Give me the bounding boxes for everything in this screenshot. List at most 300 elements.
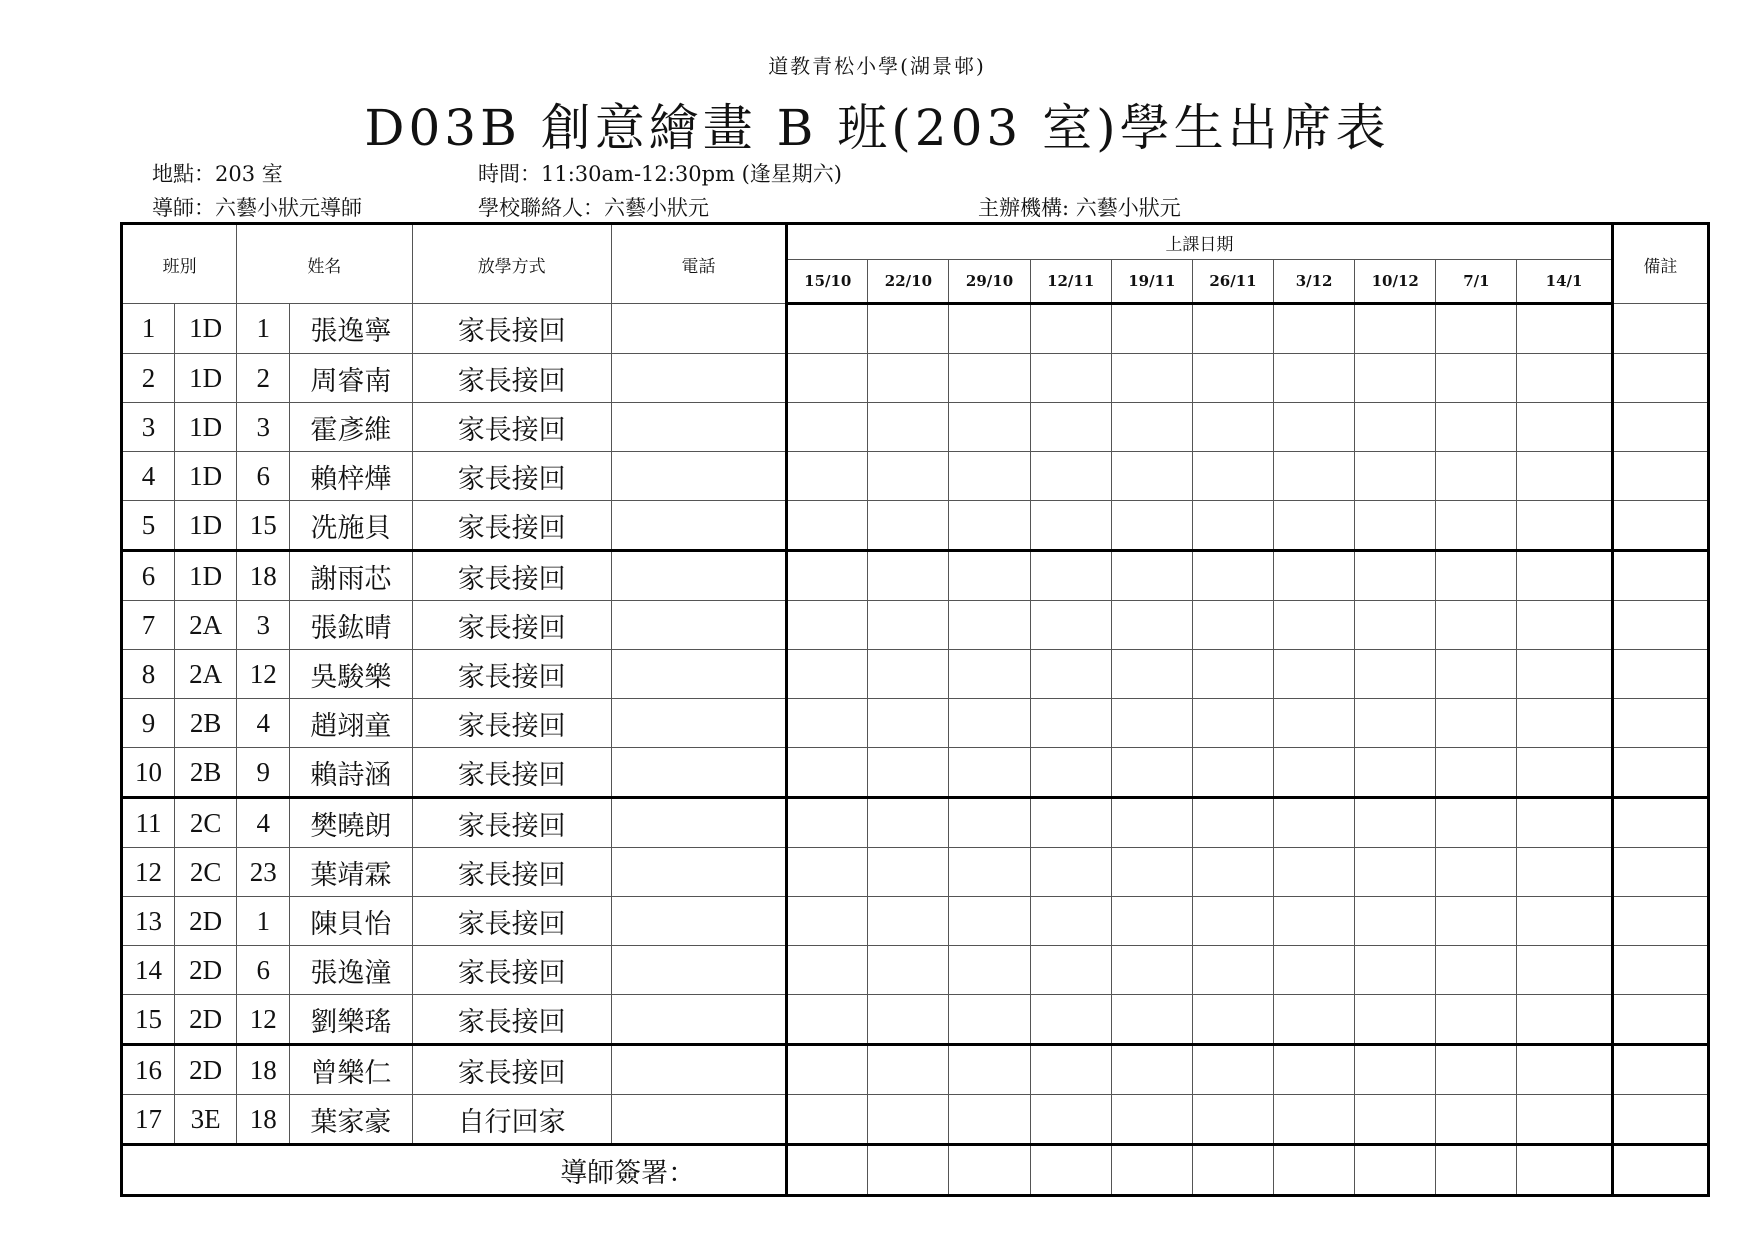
dismissal-cell: 家長接回 [412, 403, 611, 452]
phone-cell[interactable] [611, 946, 786, 995]
attendance-cell[interactable] [868, 848, 949, 897]
phone-cell[interactable] [611, 601, 786, 650]
attendance-cell[interactable] [1030, 1095, 1111, 1145]
attendance-cell[interactable] [1030, 551, 1111, 601]
attendance-cell[interactable] [1030, 354, 1111, 403]
attendance-cell[interactable] [1355, 995, 1436, 1045]
class-number-cell: 3 [237, 403, 290, 452]
attendance-cell[interactable] [1517, 848, 1612, 897]
attendance-cell[interactable] [868, 304, 949, 354]
attendance-cell[interactable] [1274, 1095, 1355, 1145]
attendance-cell[interactable] [1111, 551, 1192, 601]
attendance-cell[interactable] [1355, 699, 1436, 748]
attendance-cell[interactable] [1192, 601, 1273, 650]
remarks-cell[interactable] [1612, 798, 1708, 848]
organizer-text: 主辦機構: 六藝小狀元 [978, 196, 1181, 220]
attendance-cell[interactable] [868, 897, 949, 946]
class-number-cell: 23 [237, 848, 290, 897]
attendance-cell[interactable] [949, 798, 1030, 848]
attendance-cell[interactable] [1517, 650, 1612, 699]
class-cell: 2D [175, 897, 237, 946]
attendance-cell[interactable] [787, 403, 868, 452]
attendance-cell[interactable] [1436, 699, 1517, 748]
phone-cell[interactable] [611, 403, 786, 452]
attendance-cell[interactable] [1355, 403, 1436, 452]
attendance-cell[interactable] [1030, 699, 1111, 748]
row-number: 2 [122, 354, 175, 403]
attendance-cell[interactable] [1436, 601, 1517, 650]
class-number-cell: 6 [237, 452, 290, 501]
class-number-cell: 1 [237, 897, 290, 946]
attendance-cell[interactable] [787, 748, 868, 798]
attendance-cell[interactable] [1274, 946, 1355, 995]
remarks-cell[interactable] [1612, 1095, 1708, 1145]
attendance-cell[interactable] [868, 501, 949, 551]
attendance-cell[interactable] [1030, 897, 1111, 946]
attendance-cell[interactable] [1111, 304, 1192, 354]
attendance-cell[interactable] [949, 1095, 1030, 1145]
attendance-cell[interactable] [1192, 798, 1273, 848]
attendance-cell[interactable] [949, 601, 1030, 650]
attendance-cell[interactable] [1274, 452, 1355, 501]
header-dismissal: 放學方式 [412, 224, 611, 304]
row-number: 3 [122, 403, 175, 452]
remarks-cell[interactable] [1612, 354, 1708, 403]
attendance-cell[interactable] [1111, 699, 1192, 748]
student-row [122, 501, 1709, 551]
attendance-cell[interactable] [787, 354, 868, 403]
attendance-cell[interactable] [1192, 304, 1273, 354]
attendance-cell[interactable] [1517, 946, 1612, 995]
attendance-cell[interactable] [1274, 699, 1355, 748]
remarks-cell[interactable] [1612, 304, 1708, 354]
attendance-cell[interactable] [1030, 403, 1111, 452]
student-name-cell: 曾樂仁 [290, 1045, 412, 1095]
attendance-cell[interactable] [787, 501, 868, 551]
row-number: 8 [122, 650, 175, 699]
phone-cell[interactable] [611, 452, 786, 501]
time-text: 時間：11:30am-12:30pm (逢星期六) [478, 162, 842, 186]
dismissal-cell: 家長接回 [412, 798, 611, 848]
student-name-cell: 謝雨芯 [290, 551, 412, 601]
attendance-cell[interactable] [1436, 403, 1517, 452]
attendance-cell[interactable] [1030, 748, 1111, 798]
header-class-dates: 上課日期 [787, 224, 1613, 260]
attendance-cell[interactable] [1192, 403, 1273, 452]
attendance-cell[interactable] [1436, 501, 1517, 551]
phone-cell[interactable] [611, 995, 786, 1045]
attendance-cell[interactable] [1030, 601, 1111, 650]
attendance-cell[interactable] [787, 1045, 868, 1095]
phone-cell[interactable] [611, 1045, 786, 1095]
attendance-cell[interactable] [1030, 452, 1111, 501]
phone-cell[interactable] [611, 304, 786, 354]
class-cell: 2D [175, 995, 237, 1045]
class-number-cell: 9 [237, 748, 290, 798]
attendance-cell[interactable] [787, 304, 868, 354]
attendance-cell[interactable] [949, 946, 1030, 995]
attendance-cell[interactable] [949, 354, 1030, 403]
attendance-cell[interactable] [1436, 551, 1517, 601]
attendance-cell[interactable] [868, 601, 949, 650]
attendance-cell[interactable] [949, 452, 1030, 501]
attendance-cell[interactable] [1436, 452, 1517, 501]
attendance-cell[interactable] [949, 897, 1030, 946]
signature-cell[interactable] [949, 1145, 1030, 1196]
attendance-cell[interactable] [1111, 995, 1192, 1045]
dismissal-cell: 家長接回 [412, 650, 611, 699]
attendance-cell[interactable] [1274, 601, 1355, 650]
class-cell: 1D [175, 403, 237, 452]
remarks-cell[interactable] [1612, 551, 1708, 601]
attendance-cell[interactable] [1192, 501, 1273, 551]
signature-cell[interactable] [1030, 1145, 1111, 1196]
class-number-cell: 2 [237, 354, 290, 403]
class-cell: 3E [175, 1095, 237, 1145]
row-number: 1 [122, 304, 175, 354]
attendance-cell[interactable] [1436, 897, 1517, 946]
attendance-cell[interactable] [1355, 452, 1436, 501]
attendance-cell[interactable] [1517, 304, 1612, 354]
attendance-cell[interactable] [868, 699, 949, 748]
attendance-cell[interactable] [787, 897, 868, 946]
attendance-cell[interactable] [1111, 601, 1192, 650]
attendance-cell[interactable] [1111, 452, 1192, 501]
attendance-cell[interactable] [1355, 748, 1436, 798]
student-name-cell: 樊曉朗 [290, 798, 412, 848]
dismissal-cell: 家長接回 [412, 452, 611, 501]
attendance-cell[interactable] [868, 452, 949, 501]
attendance-cell[interactable] [949, 501, 1030, 551]
class-cell: 2D [175, 946, 237, 995]
attendance-cell[interactable] [1192, 699, 1273, 748]
attendance-cell[interactable] [1274, 798, 1355, 848]
attendance-cell[interactable] [1355, 304, 1436, 354]
signature-remarks-cell[interactable] [1612, 1145, 1708, 1196]
attendance-cell[interactable] [787, 452, 868, 501]
attendance-cell[interactable] [1192, 995, 1273, 1045]
signature-row [122, 1145, 1709, 1196]
student-name-cell: 霍彥維 [290, 403, 412, 452]
attendance-cell[interactable] [787, 798, 868, 848]
student-row [122, 1095, 1709, 1145]
attendance-cell[interactable] [1517, 601, 1612, 650]
attendance-cell[interactable] [1436, 650, 1517, 699]
attendance-cell[interactable] [1111, 1095, 1192, 1145]
signature-cell[interactable] [868, 1145, 949, 1196]
header-name: 姓名 [237, 224, 412, 304]
row-number: 15 [122, 995, 175, 1045]
attendance-cell[interactable] [868, 1095, 949, 1145]
remarks-cell[interactable] [1612, 403, 1708, 452]
attendance-cell[interactable] [868, 1045, 949, 1095]
dismissal-cell: 自行回家 [412, 1095, 611, 1145]
attendance-cell[interactable] [1192, 1045, 1273, 1095]
attendance-cell[interactable] [868, 995, 949, 1045]
class-number-cell: 15 [237, 501, 290, 551]
student-name-cell: 陳貝怡 [290, 897, 412, 946]
attendance-cell[interactable] [1111, 354, 1192, 403]
attendance-cell[interactable] [949, 551, 1030, 601]
date-header: 12/11 [1030, 260, 1111, 304]
student-row [122, 748, 1709, 798]
attendance-cell[interactable] [787, 601, 868, 650]
student-name-cell: 賴梓燁 [290, 452, 412, 501]
row-number: 6 [122, 551, 175, 601]
attendance-cell[interactable] [1517, 897, 1612, 946]
phone-cell[interactable] [611, 354, 786, 403]
student-name-cell: 張逸寧 [290, 304, 412, 354]
student-name-cell: 吳駿樂 [290, 650, 412, 699]
attendance-cell[interactable] [1436, 798, 1517, 848]
attendance-cell[interactable] [787, 848, 868, 897]
attendance-cell[interactable] [1030, 946, 1111, 995]
attendance-cell[interactable] [1517, 748, 1612, 798]
attendance-cell[interactable] [1436, 748, 1517, 798]
student-row [122, 551, 1709, 601]
remarks-cell[interactable] [1612, 995, 1708, 1045]
remarks-cell[interactable] [1612, 897, 1708, 946]
phone-cell[interactable] [611, 551, 786, 601]
student-row [122, 848, 1709, 897]
attendance-cell[interactable] [1192, 1095, 1273, 1145]
attendance-cell[interactable] [1355, 848, 1436, 897]
remarks-cell[interactable] [1612, 748, 1708, 798]
student-name-cell: 趙翊童 [290, 699, 412, 748]
remarks-cell[interactable] [1612, 452, 1708, 501]
phone-cell[interactable] [611, 650, 786, 699]
attendance-cell[interactable] [1030, 304, 1111, 354]
attendance-cell[interactable] [1274, 1045, 1355, 1095]
attendance-cell[interactable] [949, 848, 1030, 897]
attendance-cell[interactable] [1517, 1095, 1612, 1145]
attendance-cell[interactable] [868, 650, 949, 699]
attendance-cell[interactable] [1436, 1045, 1517, 1095]
attendance-cell[interactable] [1111, 946, 1192, 995]
attendance-cell[interactable] [1517, 403, 1612, 452]
attendance-cell[interactable] [1355, 354, 1436, 403]
attendance-cell[interactable] [787, 946, 868, 995]
row-number: 9 [122, 699, 175, 748]
date-header: 10/12 [1355, 260, 1436, 304]
attendance-cell[interactable] [1517, 798, 1612, 848]
date-header: 3/12 [1274, 260, 1355, 304]
attendance-cell[interactable] [1274, 354, 1355, 403]
attendance-cell[interactable] [1355, 897, 1436, 946]
remarks-cell[interactable] [1612, 946, 1708, 995]
attendance-cell[interactable] [1517, 699, 1612, 748]
attendance-cell[interactable] [787, 1095, 868, 1145]
attendance-cell[interactable] [1111, 748, 1192, 798]
attendance-cell[interactable] [1192, 897, 1273, 946]
attendance-cell[interactable] [1436, 995, 1517, 1045]
dismissal-cell: 家長接回 [412, 304, 611, 354]
attendance-cell[interactable] [787, 995, 868, 1045]
attendance-cell[interactable] [1192, 946, 1273, 995]
attendance-cell[interactable] [1030, 1045, 1111, 1095]
student-name-cell: 周睿南 [290, 354, 412, 403]
attendance-cell[interactable] [1355, 650, 1436, 699]
attendance-cell[interactable] [868, 798, 949, 848]
phone-cell[interactable] [611, 699, 786, 748]
row-number: 12 [122, 848, 175, 897]
attendance-cell[interactable] [1111, 501, 1192, 551]
attendance-cell[interactable] [787, 551, 868, 601]
attendance-cell[interactable] [1111, 798, 1192, 848]
phone-cell[interactable] [611, 848, 786, 897]
class-cell: 1D [175, 354, 237, 403]
signature-cell[interactable] [1111, 1145, 1192, 1196]
attendance-cell[interactable] [1517, 501, 1612, 551]
class-cell: 1D [175, 501, 237, 551]
attendance-cell[interactable] [1355, 1045, 1436, 1095]
signature-cell[interactable] [1436, 1145, 1517, 1196]
page-title: D03B 創意繪畫 B 班(203 室)學生出席表 [364, 99, 1390, 157]
attendance-cell[interactable] [1436, 354, 1517, 403]
attendance-cell[interactable] [949, 403, 1030, 452]
attendance-cell[interactable] [1517, 1045, 1612, 1095]
attendance-cell[interactable] [949, 995, 1030, 1045]
dismissal-cell: 家長接回 [412, 1045, 611, 1095]
attendance-cell[interactable] [1436, 946, 1517, 995]
attendance-cell[interactable] [1192, 748, 1273, 798]
attendance-cell[interactable] [1517, 551, 1612, 601]
phone-cell[interactable] [611, 1095, 786, 1145]
attendance-cell[interactable] [1030, 798, 1111, 848]
remarks-cell[interactable] [1612, 848, 1708, 897]
attendance-cell[interactable] [1030, 995, 1111, 1045]
class-number-cell: 3 [237, 601, 290, 650]
phone-cell[interactable] [611, 501, 786, 551]
class-cell: 2C [175, 848, 237, 897]
attendance-cell[interactable] [1274, 748, 1355, 798]
attendance-cell[interactable] [1355, 501, 1436, 551]
attendance-cell[interactable] [1274, 304, 1355, 354]
remarks-cell[interactable] [1612, 650, 1708, 699]
attendance-cell[interactable] [1274, 501, 1355, 551]
attendance-cell[interactable] [787, 699, 868, 748]
attendance-cell[interactable] [1355, 1095, 1436, 1145]
attendance-cell[interactable] [868, 748, 949, 798]
attendance-cell[interactable] [1030, 650, 1111, 699]
phone-cell[interactable] [611, 798, 786, 848]
class-number-cell: 12 [237, 650, 290, 699]
class-cell: 1D [175, 551, 237, 601]
row-number: 17 [122, 1095, 175, 1145]
student-row [122, 946, 1709, 995]
attendance-cell[interactable] [1517, 995, 1612, 1045]
remarks-cell[interactable] [1612, 601, 1708, 650]
row-number: 7 [122, 601, 175, 650]
student-name-cell: 冼施貝 [290, 501, 412, 551]
date-header: 26/11 [1192, 260, 1273, 304]
row-number: 14 [122, 946, 175, 995]
attendance-cell[interactable] [868, 354, 949, 403]
signature-cell[interactable] [1517, 1145, 1612, 1196]
attendance-cell[interactable] [1355, 601, 1436, 650]
student-row [122, 699, 1709, 748]
attendance-cell[interactable] [868, 403, 949, 452]
attendance-cell[interactable] [1192, 354, 1273, 403]
attendance-cell[interactable] [1030, 848, 1111, 897]
attendance-cell[interactable] [1030, 501, 1111, 551]
class-number-cell: 1 [237, 304, 290, 354]
attendance-cell[interactable] [949, 748, 1030, 798]
student-name-cell: 葉家豪 [290, 1095, 412, 1145]
class-cell: 2C [175, 798, 237, 848]
attendance-cell[interactable] [868, 946, 949, 995]
phone-cell[interactable] [611, 897, 786, 946]
class-cell: 1D [175, 304, 237, 354]
signature-cell[interactable] [1274, 1145, 1355, 1196]
attendance-cell[interactable] [1111, 848, 1192, 897]
remarks-cell[interactable] [1612, 1045, 1708, 1095]
attendance-cell[interactable] [1192, 650, 1273, 699]
phone-cell[interactable] [611, 748, 786, 798]
attendance-cell[interactable] [1192, 848, 1273, 897]
attendance-cell[interactable] [1192, 551, 1273, 601]
dismissal-cell: 家長接回 [412, 748, 611, 798]
row-number: 4 [122, 452, 175, 501]
attendance-sheet [120, 222, 1710, 1197]
attendance-cell[interactable] [787, 650, 868, 699]
attendance-cell[interactable] [1274, 897, 1355, 946]
attendance-cell[interactable] [949, 650, 1030, 699]
attendance-cell[interactable] [1274, 403, 1355, 452]
attendance-cell[interactable] [1111, 403, 1192, 452]
attendance-cell[interactable] [949, 1045, 1030, 1095]
attendance-cell[interactable] [949, 699, 1030, 748]
attendance-cell[interactable] [1111, 650, 1192, 699]
signature-cell[interactable] [1192, 1145, 1273, 1196]
attendance-cell[interactable] [1274, 995, 1355, 1045]
attendance-cell[interactable] [1192, 452, 1273, 501]
attendance-cell[interactable] [1111, 1045, 1192, 1095]
student-row [122, 354, 1709, 403]
dismissal-cell: 家長接回 [412, 897, 611, 946]
attendance-cell[interactable] [1111, 897, 1192, 946]
dismissal-cell: 家長接回 [412, 501, 611, 551]
attendance-cell[interactable] [1517, 354, 1612, 403]
attendance-cell[interactable] [868, 551, 949, 601]
row-number: 10 [122, 748, 175, 798]
attendance-cell[interactable] [1436, 1095, 1517, 1145]
attendance-cell[interactable] [1436, 848, 1517, 897]
attendance-cell[interactable] [1355, 551, 1436, 601]
remarks-cell[interactable] [1612, 699, 1708, 748]
dismissal-cell: 家長接回 [412, 995, 611, 1045]
attendance-cell[interactable] [1355, 946, 1436, 995]
dismissal-cell: 家長接回 [412, 601, 611, 650]
student-name-cell: 張逸潼 [290, 946, 412, 995]
attendance-cell[interactable] [1274, 551, 1355, 601]
location-text: 地點：203 室 [152, 162, 283, 186]
attendance-cell[interactable] [1355, 798, 1436, 848]
date-header: 14/1 [1517, 260, 1612, 304]
attendance-cell[interactable] [949, 304, 1030, 354]
class-number-cell: 12 [237, 995, 290, 1045]
attendance-cell[interactable] [1436, 304, 1517, 354]
attendance-cell[interactable] [1274, 650, 1355, 699]
signature-cell[interactable] [1355, 1145, 1436, 1196]
attendance-cell[interactable] [1274, 848, 1355, 897]
remarks-cell[interactable] [1612, 501, 1708, 551]
attendance-cell[interactable] [1517, 452, 1612, 501]
signature-cell[interactable] [787, 1145, 868, 1196]
student-row [122, 452, 1709, 501]
date-header: 7/1 [1436, 260, 1517, 304]
date-header: 19/11 [1111, 260, 1192, 304]
